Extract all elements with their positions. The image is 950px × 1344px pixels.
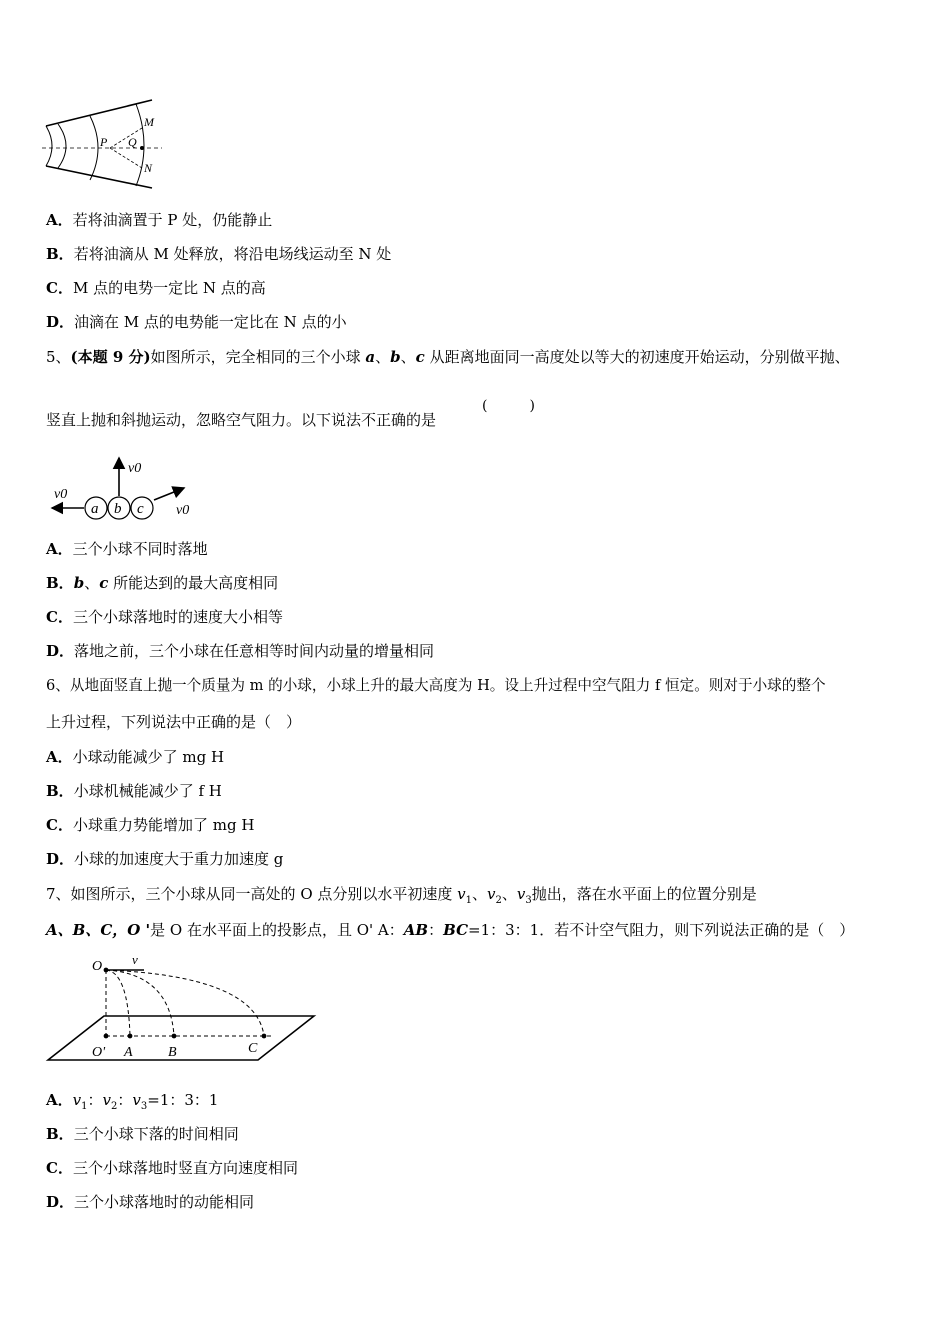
ball-label-b: b xyxy=(114,501,122,517)
q6-stem-line2: 上升过程，下列说法中正确的是（ ） xyxy=(46,713,302,731)
label-q: Q xyxy=(128,135,137,149)
q7-stem-line2: A、B、C，O '是 O 在水平面上的投影点，且 O' A：AB：BC=1：3：1．若不计空气阻力，则下列说法正确的是（ ） xyxy=(46,921,855,939)
balls-figure xyxy=(46,452,206,526)
label-o: O xyxy=(92,959,103,974)
q5-option-b: B．b、c 所能达到的最大高度相同 xyxy=(46,574,279,592)
v0-right: v0 xyxy=(176,503,190,518)
q7-stem-line1: 7、如图所示，三个小球从同一高处的 O 点分别以水平初速度 $v_1$、$v_2$、$v_3$抛出，落在水平面上的位置分别是 xyxy=(46,885,757,906)
q5-option-c: C．三个小球落地时的速度大小相等 xyxy=(46,608,283,626)
label-b: B xyxy=(168,1045,177,1060)
q5-option-a: A．三个小球不同时落地 xyxy=(46,540,208,558)
field-figure xyxy=(40,96,170,192)
q5-bracket: ( ) xyxy=(482,398,535,414)
ball-label-c: c xyxy=(137,501,144,517)
q7-option-b: B．三个小球下落的时间相同 xyxy=(46,1125,239,1143)
q6-option-a: A．小球动能减少了 mg H xyxy=(46,748,225,766)
q4-option-d: D．油滴在 M 点的电势能一定比在 N 点的小 xyxy=(46,313,347,331)
label-o-prime: O' xyxy=(92,1045,106,1060)
q6-stem-line1: 6、从地面竖直上抛一个质量为 m 的小球，小球上升的最大高度为 H。设上升过程中空气阻力 f 恒定。则对于小球的整个 xyxy=(46,677,826,694)
q4-option-b: B．若将油滴从 M 处释放，将沿电场线运动至 N 处 xyxy=(46,245,392,263)
q5-stem-line2: 竖直上抛和斜抛运动，忽略空气阻力。以下说法不正确的是 xyxy=(46,411,437,429)
q4-option-c: C．M 点的电势一定比 N 点的高 xyxy=(46,279,266,297)
label-m: M xyxy=(144,115,154,129)
q5-option-d: D．落地之前，三个小球在任意相等时间内动量的增量相同 xyxy=(46,642,435,660)
q7-option-a: A．$v_1$：$v_2$：$v_3=1$：3：1 xyxy=(46,1091,219,1112)
v0-up: v0 xyxy=(128,461,142,476)
label-n: N xyxy=(144,161,153,175)
q6-option-b: B．小球机械能减少了 f H xyxy=(46,782,222,800)
ball-label-a: a xyxy=(91,501,99,517)
q7-option-c: C．三个小球落地时竖直方向速度相同 xyxy=(46,1159,298,1177)
label-a: A xyxy=(124,1045,133,1060)
v0-left: v0 xyxy=(54,487,68,502)
q4-option-a: A．若将油滴置于 P 处，仍能静止 xyxy=(46,211,273,229)
q6-option-d: D．小球的加速度大于重力加速度 g xyxy=(46,850,284,868)
q6-option-c: C．小球重力势能增加了 mg H xyxy=(46,816,255,834)
q7-option-d: D．三个小球落地时的动能相同 xyxy=(46,1193,255,1211)
label-v: v xyxy=(132,952,138,967)
label-c: C xyxy=(248,1041,258,1056)
projectile-figure xyxy=(44,950,320,1066)
q5-stem-line1: 5、(本题 9 分)如图所示，完全相同的三个小球 a、b、c 从距离地面同一高度处以等大的初速度开始运动，分别做平抛、 xyxy=(46,348,850,366)
label-p: P xyxy=(100,135,108,149)
